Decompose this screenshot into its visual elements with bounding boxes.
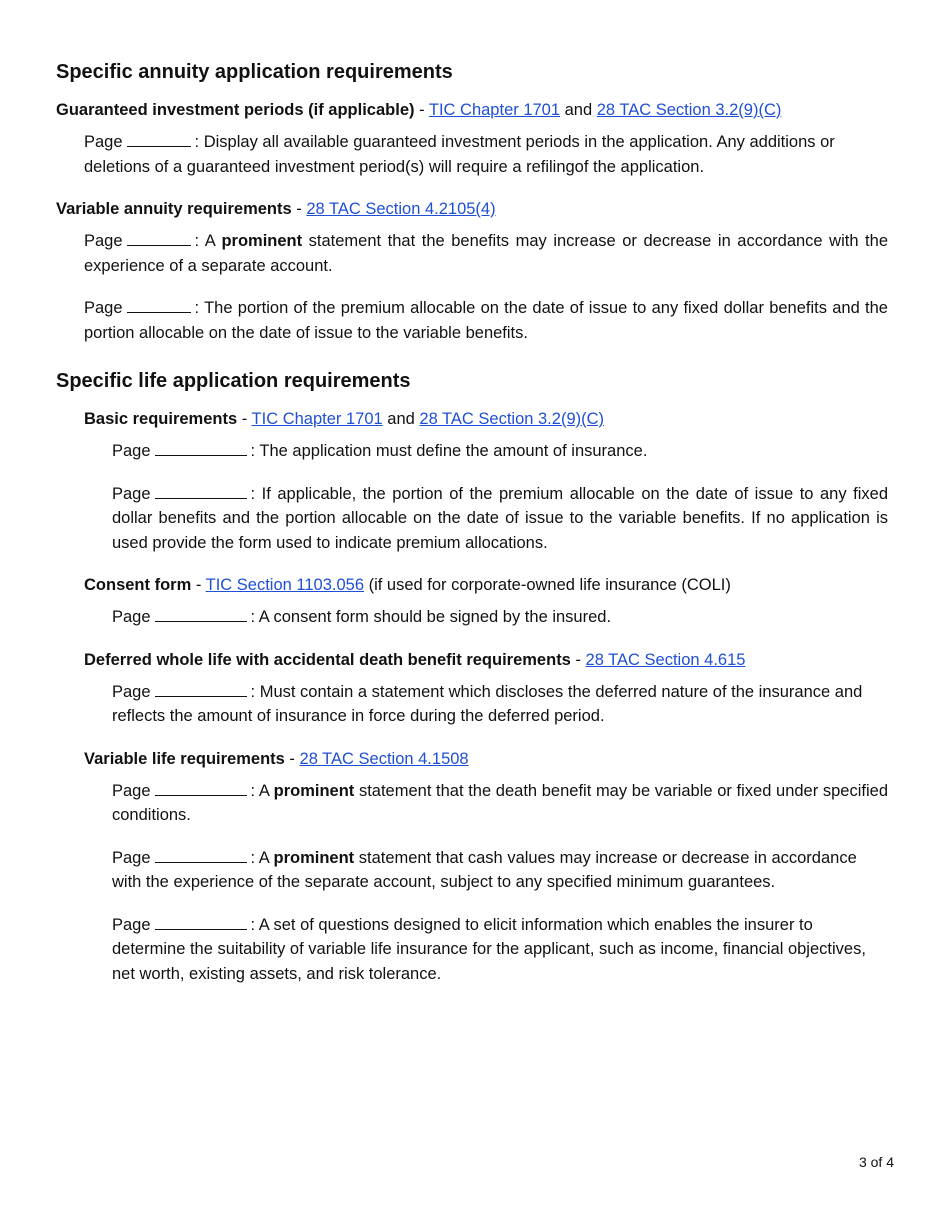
variable-annuity-subheading: Variable annuity requirements - 28 TAC Section 4.2105(4) (56, 200, 496, 218)
page-number-blank[interactable] (127, 298, 191, 313)
page-number-blank[interactable] (155, 781, 247, 796)
guaranteed-periods-subheading: Guaranteed investment periods (if applicable) - TIC Chapter 1701 and 28 TAC Section 3.2(9)(C) (56, 101, 782, 119)
variable-life-subheading: Variable life requirements - 28 TAC Section 4.1508 (84, 749, 469, 768)
consent-form-item: Page : A consent form should be signed by the insured. (112, 608, 612, 626)
annuity-heading: Specific annuity application requirements (56, 61, 453, 83)
basic-requirements-item: Page : The application must define the amount of insurance. (112, 442, 648, 460)
deferred-whole-life-subheading: Deferred whole life with accidental death benefit requirements - 28 TAC Section 4.615 (84, 650, 746, 669)
page-number-blank[interactable] (127, 231, 191, 246)
variable-annuity-item: Page : The portion of the premium allocable on the date of issue to any fixed dollar benefits and the portion allocable on the date of issue to the variable benefits. (84, 299, 888, 342)
page-number: 3 of 4 (858, 1154, 894, 1170)
deferred-whole-life-item: Page : Must contain a statement which discloses the deferred nature of the insurance and reflects the amount of insurance in force during the deferred period. (112, 682, 863, 725)
variable-annuity-item: Page : A prominent statement that the benefits may increase or decrease in accordance with the experience of a separate account. (84, 232, 888, 275)
page-number-blank[interactable] (155, 607, 247, 622)
tic-chapter-1701-link[interactable]: TIC Chapter 1701 (251, 410, 383, 428)
page-number-blank[interactable] (155, 915, 247, 930)
basic-requirements-subheading: Basic requirements - TIC Chapter 1701 and 28 TAC Section 3.2(9)(C) (84, 410, 605, 428)
guaranteed-periods-title: Guaranteed investment periods (if applicable) (56, 101, 415, 119)
tic-section-1103-056-link[interactable]: TIC Section 1103.056 (205, 576, 365, 594)
page-number-blank[interactable] (155, 682, 247, 697)
page-number-blank[interactable] (127, 132, 191, 147)
guaranteed-periods-item: Page : Display all available guaranteed investment periods in the application. Any additions or deletions of a guaranteed investment period(s) will require a refilingof the application. (84, 133, 835, 176)
life-heading: Specific life application requirements (56, 370, 411, 392)
consent-form-subheading: Consent form - TIC Section 1103.056 (if used for corporate-owned life insurance (COLI) (84, 576, 731, 594)
page-number-blank[interactable] (155, 848, 247, 863)
document-page (56, 58, 888, 1004)
basic-requirements-title: Basic requirements (84, 410, 238, 428)
28-tac-section-3-2-link[interactable]: 28 TAC Section 3.2(9)(C) (419, 410, 605, 428)
28-tac-section-4-2105-link[interactable]: 28 TAC Section 4.2105(4) (306, 200, 496, 218)
tic-chapter-1701-link[interactable]: TIC Chapter 1701 (428, 101, 561, 119)
variable-life-item: Page : A prominent statement that cash values may increase or decrease in accordance with the experience of the separate account, subject to any specified minimum guarantees. (112, 848, 857, 891)
28-tac-section-4-1508-link[interactable]: 28 TAC Section 4.1508 (299, 749, 469, 768)
28-tac-section-4-615-link[interactable]: 28 TAC Section 4.615 (585, 650, 746, 669)
variable-life-item: Page : A prominent statement that the death benefit may be variable or fixed under specified conditions. (112, 781, 888, 824)
variable-annuity-title: Variable annuity requirements (56, 200, 292, 218)
28-tac-section-3-2-link[interactable]: 28 TAC Section 3.2(9)(C) (596, 101, 782, 119)
variable-life-item: Page : A set of questions designed to elicit information which enables the insurer to determine the suitability of variable life insurance for the applicant, such as income, financial objectives, net worth, existing assets, and risk tolerance. (112, 915, 866, 983)
deferred-whole-life-title: Deferred whole life with accidental death benefit requirements (84, 650, 571, 669)
page-number-blank[interactable] (155, 484, 247, 499)
consent-form-title: Consent form (84, 576, 192, 594)
variable-life-title: Variable life requirements (84, 749, 285, 768)
basic-requirements-item: Page : If applicable, the portion of the premium allocable on the date of issue to any fixed dollar benefits and the portion allocable on the date of issue to the variable benefits. If no application is used provide the form used to indicate premium allocations. (112, 484, 888, 552)
page-number-blank[interactable] (155, 441, 247, 456)
